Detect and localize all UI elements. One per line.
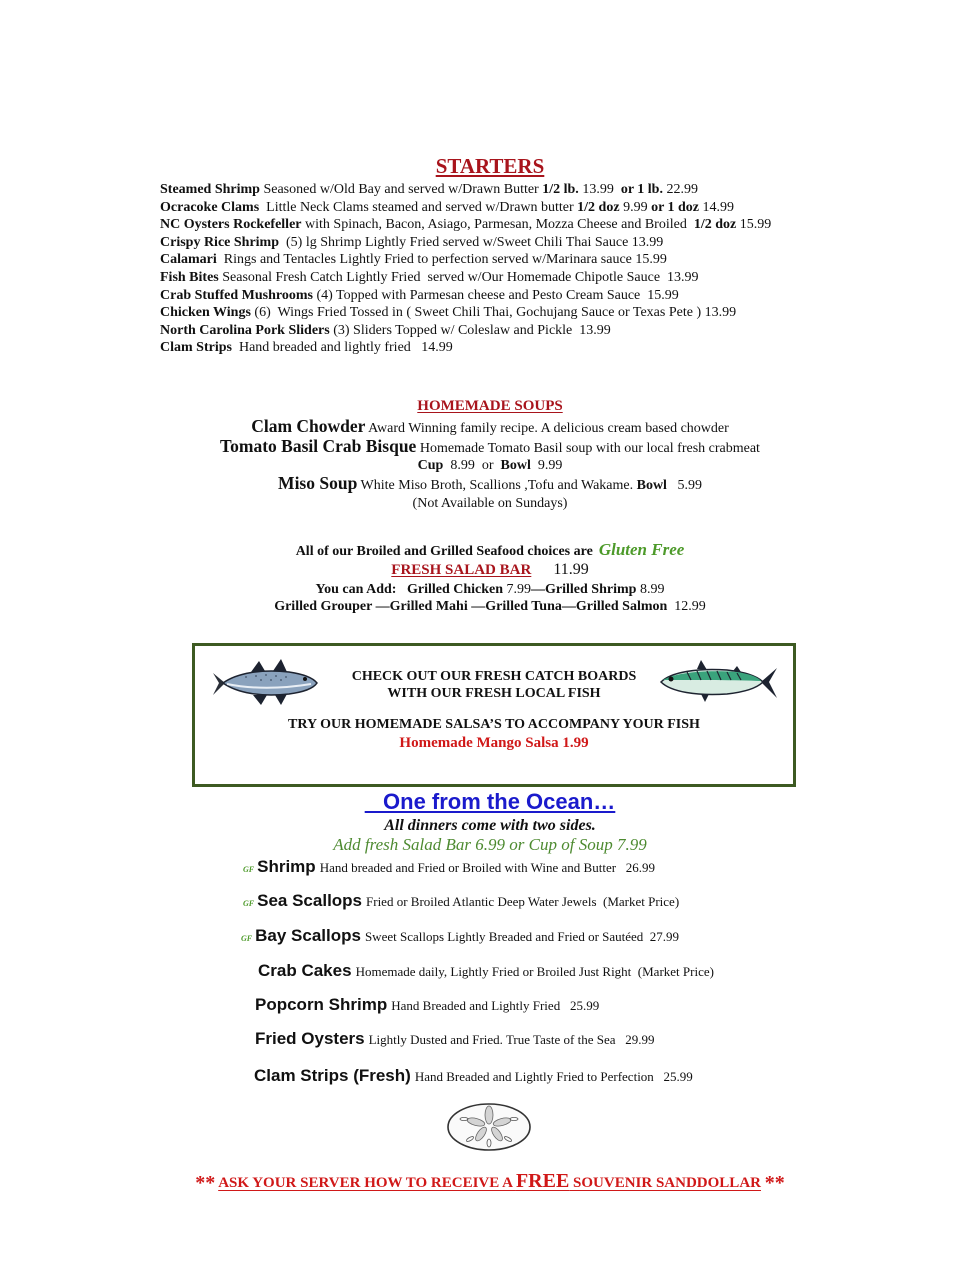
- dish-name: Popcorn Shrimp: [255, 995, 388, 1014]
- starter-desc: 22.99: [662, 182, 698, 197]
- starter-desc: Little Neck Clams steamed and served w/Drawn butter: [259, 199, 578, 215]
- starter-desc: 14.99: [699, 199, 735, 215]
- dish-desc: Hand breaded and Fried or Broiled with Wine and Butter 26.99: [319, 860, 656, 875]
- bowl-price: 9.99: [530, 458, 563, 473]
- starter-name: Chicken Wings: [160, 305, 251, 321]
- ocean-dish: [241, 926, 679, 946]
- stars-right: **: [764, 1172, 785, 1194]
- dish-name: Fried Oysters: [255, 1029, 365, 1048]
- starter-item: [160, 287, 771, 305]
- gluten-free-badge: GF: [241, 934, 253, 943]
- promo-text-before: ASK YOUR SERVER HOW TO RECEIVE A: [218, 1175, 516, 1191]
- dish-desc: Homemade daily, Lightly Fried or Broiled Just Right (Market Price): [355, 964, 714, 979]
- starter-desc: (4) Topped with Parmesan cheese and Pesto Cream Sauce 15.99: [312, 287, 679, 303]
- starter-item: [160, 234, 771, 252]
- starter-desc: Rings and Tentacles Lightly Fried to perfection served w/Marinara sauce 15.99: [216, 252, 667, 268]
- ocean-dish: [255, 1029, 655, 1049]
- soup-item-bisque: [0, 437, 980, 458]
- soup-item-miso: [0, 474, 980, 495]
- dish-name: Bay Scallops: [255, 926, 361, 945]
- soup-name: Clam Chowder: [251, 416, 366, 436]
- starter-item: [160, 304, 771, 322]
- starter-name: Steamed Shrimp: [160, 182, 260, 197]
- starter-desc: 15.99: [736, 217, 772, 233]
- dish-desc: Hand Breaded and Lightly Fried to Perfection 25.99: [414, 1069, 693, 1084]
- starter-desc: Seasonal Fresh Catch Lightly Fried served w/Our Homemade Chipotle Sauce 13.99: [218, 269, 699, 285]
- starter-desc: 13.99: [578, 182, 621, 197]
- miso-note: (Not Available on Sundays): [412, 496, 568, 511]
- dish-desc: Fried or Broiled Atlantic Deep Water Jewels (Market Price): [366, 894, 680, 909]
- ocean-add-on: Add fresh Salad Bar 6.99 or Cup of Soup 7.99: [333, 835, 647, 854]
- salad-add-part: Grilled Grouper —Grilled Mahi —Grilled Tuna—Grilled Salmon: [274, 599, 668, 614]
- soup-name: Miso Soup: [278, 473, 358, 493]
- promo-message: [218, 1170, 761, 1192]
- ocean-dish: [254, 1066, 693, 1086]
- ocean-dish: [255, 995, 599, 1015]
- soup-name: Tomato Basil Crab Bisque: [220, 436, 417, 456]
- dish-name: Crab Cakes: [258, 961, 352, 980]
- soup-item-clam-chowder: [0, 417, 980, 438]
- stars-left: **: [195, 1172, 216, 1194]
- soup-desc: White Miso Broth, Scallions ,Tofu and Wakame.: [357, 478, 637, 493]
- bowl-label: Bowl: [636, 478, 667, 493]
- starter-desc: 1/2 doz: [577, 199, 620, 215]
- dish-name: Clam Strips (Fresh): [254, 1066, 411, 1085]
- dish-name: Shrimp: [257, 857, 316, 876]
- salad-bar-title: FRESH SALAD BAR: [391, 562, 532, 578]
- starter-item: [160, 251, 771, 269]
- starter-name: North Carolina Pork Sliders: [160, 322, 330, 338]
- starter-desc: or 1 doz: [651, 199, 700, 215]
- salsa-promo: TRY OUR HOMEMADE SALSA’S TO ACCOMPANY YOUR FISH: [288, 717, 700, 732]
- soups-heading: HOMEMADE SOUPS: [417, 398, 563, 414]
- starters-list: [160, 181, 771, 357]
- salad-add-part: 12.99: [667, 599, 706, 614]
- dish-desc: Lightly Dusted and Fried. True Taste of the Sea 29.99: [368, 1032, 655, 1047]
- fresh-catch-box: [192, 643, 796, 787]
- starter-name: Crispy Rice Shrimp: [160, 234, 279, 250]
- dish-name: Sea Scallops: [257, 891, 363, 910]
- gluten-free-note: [0, 540, 980, 560]
- fresh-catch-line-2: WITH OUR FRESH LOCAL FISH: [387, 686, 601, 701]
- starter-item: [160, 199, 771, 217]
- starter-desc: with Spinach, Bacon, Asiago, Parmesan, Mozza Cheese and Broiled: [301, 217, 694, 233]
- starter-item: [160, 322, 771, 340]
- starters-heading: STARTERS: [435, 154, 545, 178]
- starter-name: Clam Strips: [160, 340, 232, 356]
- starter-item: [160, 269, 771, 287]
- fresh-catch-line-1: CHECK OUT OUR FRESH CATCH BOARDS: [351, 669, 637, 684]
- starter-name: NC Oysters Rockefeller: [160, 217, 302, 233]
- bowl-price: 5.99: [666, 478, 702, 493]
- salad-add-part: 7.99: [503, 582, 532, 597]
- mango-salsa-price: Homemade Mango Salsa 1.99: [399, 735, 589, 751]
- gluten-free-badge: GF: [243, 899, 255, 908]
- salad-bar-line: [0, 561, 980, 579]
- starter-name: Crab Stuffed Mushrooms: [160, 287, 313, 303]
- promo-free: FREE: [515, 1170, 570, 1192]
- starter-desc: 9.99: [619, 199, 652, 215]
- gluten-free-text: All of our Broiled and Grilled Seafood choices are: [295, 544, 593, 559]
- starter-desc: or 1 lb.: [620, 182, 663, 197]
- starter-item: [160, 339, 771, 357]
- starter-name: Calamari: [160, 252, 217, 268]
- salad-bar-price: 11.99: [553, 561, 589, 578]
- soup-desc: Award Winning family recipe. A delicious cream based chowder: [365, 421, 729, 436]
- starter-desc: (6) Wings Fried Tossed in ( Sweet Chili Thai, Gochujang Sauce or Texas Pete ) 13.99: [250, 305, 737, 321]
- sanddollar-icon: [446, 1102, 532, 1152]
- salad-add-part: —Grilled Shrimp: [531, 582, 637, 597]
- salad-add-line-2: [0, 599, 980, 615]
- bowl-label: Bowl: [500, 458, 531, 473]
- starter-name: Ocracoke Clams: [160, 199, 260, 215]
- starter-desc: (5) lg Shrimp Lightly Fried served w/Sweet Chili Thai Sauce 13.99: [279, 234, 664, 250]
- starter-desc: 1/2 lb.: [542, 182, 579, 197]
- gluten-free-label: Gluten Free: [598, 540, 685, 559]
- salad-add-part: You can Add: Grilled Chicken: [315, 582, 504, 597]
- sanddollar-promo: [0, 1170, 980, 1195]
- starter-name: Fish Bites: [160, 269, 219, 285]
- salad-add-part: 8.99: [636, 582, 665, 597]
- gluten-free-badge: GF: [243, 865, 255, 874]
- ocean-subtitle: All dinners come with two sides.: [384, 817, 596, 834]
- soup-desc: Homemade Tomato Basil soup with our local fresh crabmeat: [416, 441, 760, 456]
- soup-cup-bowl-prices: [0, 456, 980, 475]
- fresh-catch-text: [195, 668, 793, 702]
- dish-desc: Sweet Scallops Lightly Breaded and Fried or Sautéed 27.99: [364, 929, 680, 944]
- salad-add-line-1: [0, 582, 980, 598]
- ocean-dish: [258, 961, 714, 981]
- ocean-heading: One from the Ocean…: [364, 789, 616, 814]
- starter-desc: Hand breaded and lightly fried 14.99: [231, 340, 453, 356]
- starter-item: [160, 181, 771, 199]
- starter-item: [160, 216, 771, 234]
- starter-desc: (3) Sliders Topped w/ Coleslaw and Pickle 13.99: [329, 322, 611, 338]
- cup-label: Cup: [417, 458, 444, 473]
- starter-desc: 1/2 doz: [693, 217, 737, 233]
- ocean-dish: [243, 891, 679, 911]
- starter-desc: Seasoned w/Old Bay and served w/Drawn Butter: [259, 182, 543, 197]
- ocean-dish: [243, 857, 655, 877]
- dish-desc: Hand Breaded and Lightly Fried 25.99: [391, 998, 600, 1013]
- promo-text-after: SOUVENIR SANDDOLLAR: [569, 1175, 761, 1191]
- cup-price: 8.99 or: [443, 458, 501, 473]
